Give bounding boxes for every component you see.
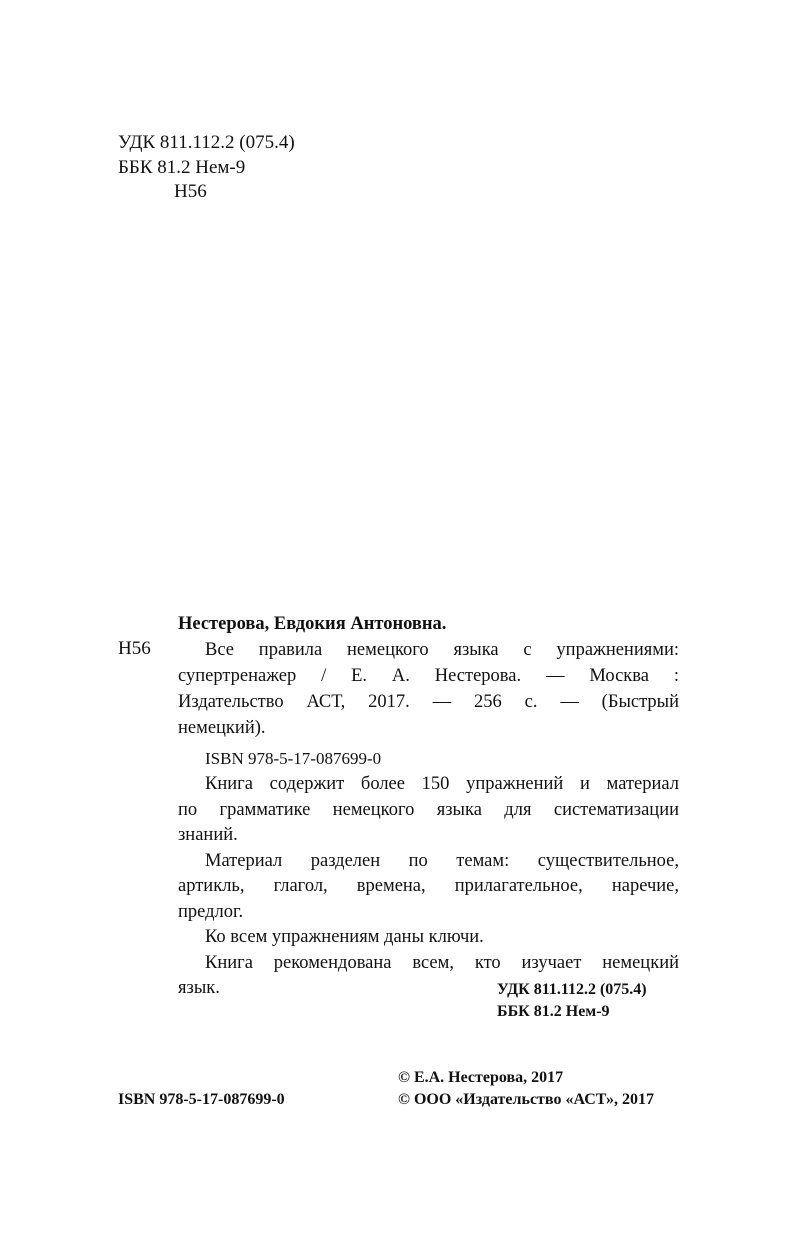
author-mark: Н56	[118, 638, 151, 659]
isbn: ISBN 978-5-17-087699-0	[205, 749, 382, 768]
annotation-line: Книга содержит более 150 упражнений и материал	[205, 774, 679, 794]
bibliographic-description	[178, 637, 679, 741]
udk-code: УДК 811.112.2 (075.4)	[118, 132, 295, 153]
author-name: Нестерова, Евдокия Антоновна.	[178, 614, 447, 634]
copyright-block	[398, 1067, 654, 1111]
annotation-line: артикль, глагол, времена, прилагательное, наречие,	[178, 876, 679, 896]
title-line: немецкий).	[178, 718, 266, 738]
udk-code: УДК 811.112.2 (075.4)	[497, 981, 647, 998]
bbk-code: ББК 81.2 Нем-9	[118, 156, 246, 178]
annotation-line: язык.	[178, 978, 220, 998]
footer-isbn: ISBN 978-5-17-087699-0	[118, 1091, 285, 1108]
classification-header	[118, 131, 295, 205]
annotation-line: Книга рекомендована всем, кто изучает немецкий	[205, 952, 679, 973]
title-line: супертренажер / Е. А. Нестерова. — Москва :	[178, 666, 679, 686]
title-line: Издательство АСТ, 2017. — 256 с. — (Быстрый	[178, 692, 679, 712]
isbn-line	[178, 746, 679, 772]
annotation-line: Ко всем упражнениям даны ключи.	[205, 927, 484, 947]
card-classification	[497, 979, 647, 1023]
annotation-line: предлог.	[178, 901, 244, 922]
annotation-line: по грамматике немецкого языка для систематизации	[178, 799, 679, 820]
annotation	[178, 772, 679, 1002]
annotation-line: знаний.	[178, 825, 238, 845]
copyright-publisher: © ООО «Издательство «АСТ», 2017	[398, 1091, 655, 1108]
author-mark: Н56	[174, 181, 207, 202]
copyright-author: © Е.А. Нестерова, 2017	[398, 1069, 564, 1086]
annotation-line: Материал разделен по темам: существительное,	[205, 850, 679, 871]
bbk-code: ББК 81.2 Нем-9	[497, 1003, 610, 1020]
title-line: Все правила немецкого языка с упражнениями:	[205, 640, 679, 660]
